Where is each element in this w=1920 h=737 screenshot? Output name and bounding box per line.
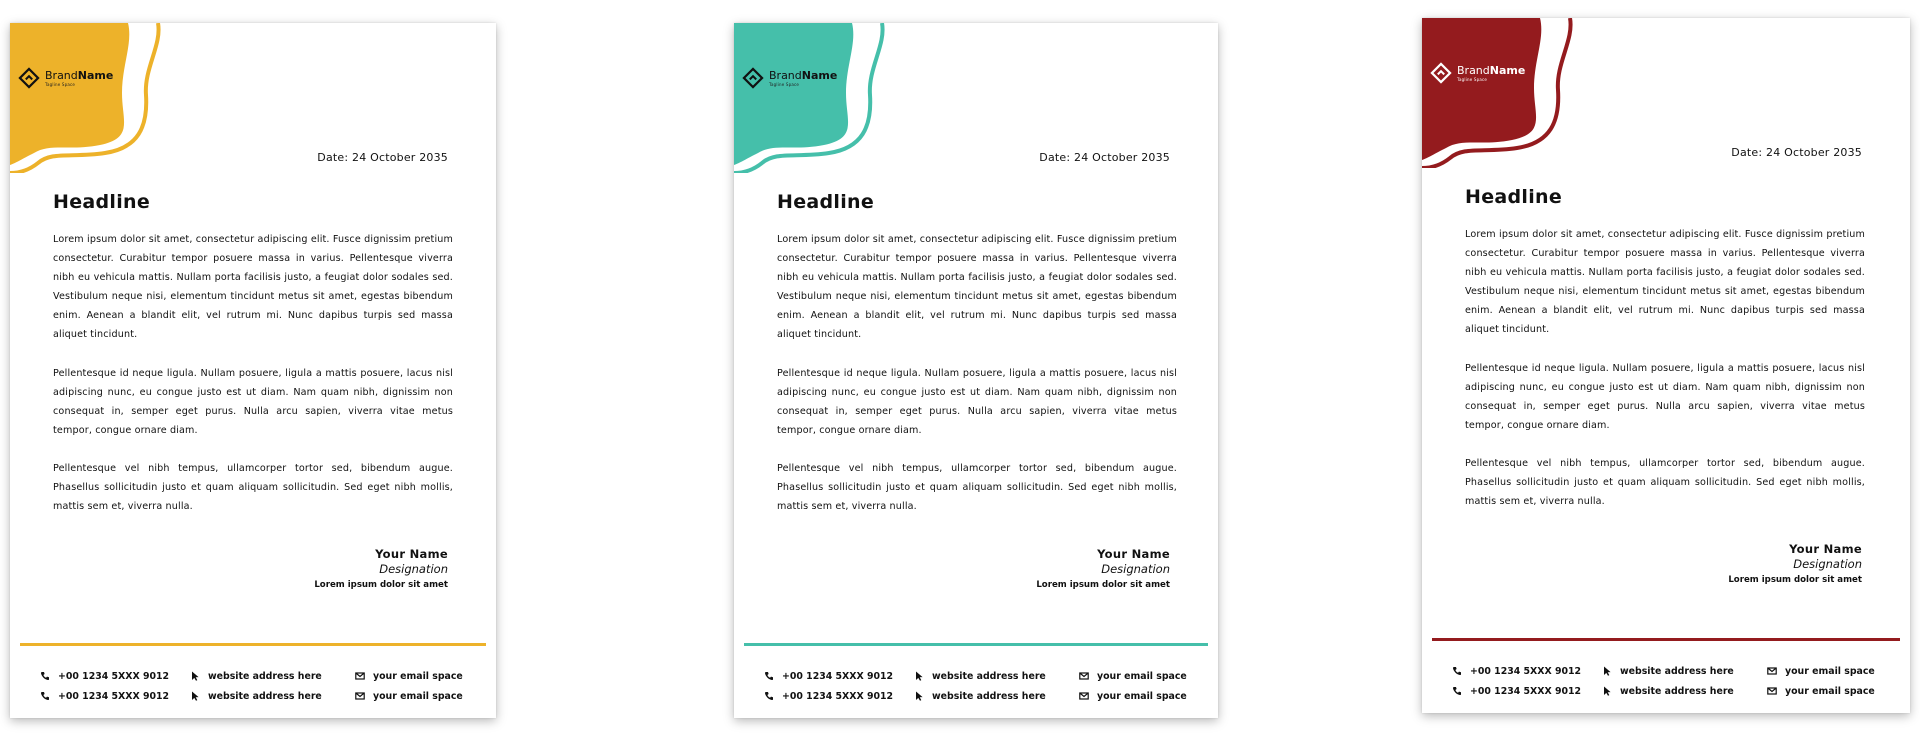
contact-phone: +00 1234 5XXX 9012 [764,689,914,703]
contact-website: website address here [190,669,355,683]
contact-email: your email space [1767,664,1880,678]
signature-tagline: Lorem ipsum dolor sit amet [314,580,448,590]
cursor-icon [914,671,924,681]
body-paragraph-1: Lorem ipsum dolor sit amet, consectetur adipiscing elit. Fusce dignissim pretium consectetur. Curabitur tempor posuere massa in varius. Pellentesque viverra nibh eu vehicula mattis. Nullam porta facilisis justo, a feugiat dolor sodales sed. Vestibulum neque nisi, elementum tincidunt metus sit amet, egestas bibendum enim. Aenean a blandit elit, vel rutrum mi. Nunc dapibus turpis sed massa aliquet tincidunt. [53,234,453,341]
cursor-icon [190,691,200,701]
headline: Headline [53,191,151,213]
contact-phone: +00 1234 5XXX 9012 [1452,664,1602,678]
body-paragraph-3: Pellentesque vel nibh tempus, ullamcorper tortor sed, bibendum augue. Phasellus sollicitudin justo et quam aliquam sollicitudin. Sed eget nibh mollis, mattis sem et, viverra nulla. [53,463,453,513]
contact-phone: +00 1234 5XXX 9012 [1452,684,1602,698]
brand-name: BrandName [45,68,114,82]
signature-tagline: Lorem ipsum dolor sit amet [1036,580,1170,590]
footer-rule [20,643,486,646]
signature-block [1728,542,1862,588]
body-paragraph-3: Pellentesque vel nibh tempus, ullamcorper tortor sed, bibendum augue. Phasellus sollicitudin justo et quam aliquam sollicitudin. Sed eget nibh mollis, mattis sem et, viverra nulla. [1465,458,1865,508]
brand-logo [1430,62,1525,84]
cursor-icon [1602,686,1612,696]
headline: Headline [1465,186,1563,208]
contact-website: website address here [1602,664,1767,678]
signature-name: Your Name [1097,547,1170,561]
cursor-icon [914,691,924,701]
brand-tagline: Tagline Space [45,81,76,87]
signature-tagline: Lorem ipsum dolor sit amet [1728,575,1862,585]
phone-icon [1452,686,1462,696]
contact-email: your email space [1767,684,1880,698]
headline: Headline [777,191,875,213]
letter-date: Date: 24 October 2035 [317,151,448,164]
brand-diamond-icon [18,67,40,89]
brand-tagline: Tagline Space [769,81,800,87]
footer-contacts [764,669,1188,703]
letter-date: Date: 24 October 2035 [1731,146,1862,159]
contact-email: your email space [1079,689,1188,703]
body-paragraph-1: Lorem ipsum dolor sit amet, consectetur adipiscing elit. Fusce dignissim pretium consectetur. Curabitur tempor posuere massa in varius. Pellentesque viverra nibh eu vehicula mattis. Nullam porta facilisis justo, a feugiat dolor sodales sed. Vestibulum neque nisi, elementum tincidunt metus sit amet, egestas bibendum enim. Aenean a blandit elit, vel rutrum mi. Nunc dapibus turpis sed massa aliquet tincidunt. [1465,229,1865,336]
contact-email: your email space [355,669,466,683]
corner-wave-shape [734,23,894,173]
envelope-icon [1767,686,1777,696]
envelope-icon [1079,691,1089,701]
body-paragraph-3: Pellentesque vel nibh tempus, ullamcorper tortor sed, bibendum augue. Phasellus sollicitudin justo et quam aliquam sollicitudin. Sed eget nibh mollis, mattis sem et, viverra nulla. [777,463,1177,513]
envelope-icon [355,671,365,681]
body-paragraph-2: Pellentesque id neque ligula. Nullam posuere, ligula a mattis posuere, lacus nisl adipiscing nunc, eu congue justo est ut diam. Nam quam nibh, dignissim non consequat in, semper eget purus. Nulla arcu sapien, viverra vitae metus tempor, congue ornare diam. [777,368,1177,437]
cursor-icon [1602,666,1612,676]
envelope-icon [1767,666,1777,676]
footer-rule [1432,638,1900,641]
brand-name: BrandName [769,68,838,82]
corner-wave-shape [1422,18,1582,168]
phone-icon [1452,666,1462,676]
brand-logo [18,67,113,89]
signature-name: Your Name [375,547,448,561]
letter-date: Date: 24 October 2035 [1039,151,1170,164]
corner-wave-shape [10,23,170,173]
letterhead-teal [734,23,1218,718]
footer-contacts [40,669,466,703]
contact-website: website address here [914,689,1079,703]
phone-icon [40,691,50,701]
brand-logo [742,67,837,89]
letterhead-yellow [10,23,496,718]
phone-icon [40,671,50,681]
signature-block [1036,547,1170,593]
brand-tagline: Tagline Space [1457,76,1488,82]
contact-website: website address here [190,689,355,703]
footer-contacts [1452,664,1880,698]
signature-designation: Designation [379,562,448,576]
signature-designation: Designation [1793,557,1862,571]
phone-icon [764,671,774,681]
cursor-icon [190,671,200,681]
brand-diamond-icon [742,67,764,89]
contact-email: your email space [1079,669,1188,683]
phone-icon [764,691,774,701]
envelope-icon [355,691,365,701]
signature-designation: Designation [1101,562,1170,576]
contact-website: website address here [914,669,1079,683]
brand-diamond-icon [1430,62,1452,84]
body-paragraph-2: Pellentesque id neque ligula. Nullam posuere, ligula a mattis posuere, lacus nisl adipiscing nunc, eu congue justo est ut diam. Nam quam nibh, dignissim non consequat in, semper eget purus. Nulla arcu sapien, viverra vitae metus tempor, congue ornare diam. [53,368,453,437]
signature-block [314,547,448,593]
contact-website: website address here [1602,684,1767,698]
contact-email: your email space [355,689,466,703]
contact-phone: +00 1234 5XXX 9012 [764,669,914,683]
contact-phone: +00 1234 5XXX 9012 [40,669,190,683]
letterhead-red [1422,18,1910,713]
body-paragraph-1: Lorem ipsum dolor sit amet, consectetur adipiscing elit. Fusce dignissim pretium consectetur. Curabitur tempor posuere massa in varius. Pellentesque viverra nibh eu vehicula mattis. Nullam porta facilisis justo, a feugiat dolor sodales sed. Vestibulum neque nisi, elementum tincidunt metus sit amet, egestas bibendum enim. Aenean a blandit elit, vel rutrum mi. Nunc dapibus turpis sed massa aliquet tincidunt. [777,234,1177,341]
footer-rule [744,643,1208,646]
signature-name: Your Name [1789,542,1862,556]
body-paragraph-2: Pellentesque id neque ligula. Nullam posuere, ligula a mattis posuere, lacus nisl adipiscing nunc, eu congue justo est ut diam. Nam quam nibh, dignissim non consequat in, semper eget purus. Nulla arcu sapien, viverra vitae metus tempor, congue ornare diam. [1465,363,1865,432]
contact-phone: +00 1234 5XXX 9012 [40,689,190,703]
envelope-icon [1079,671,1089,681]
brand-name: BrandName [1457,63,1526,77]
